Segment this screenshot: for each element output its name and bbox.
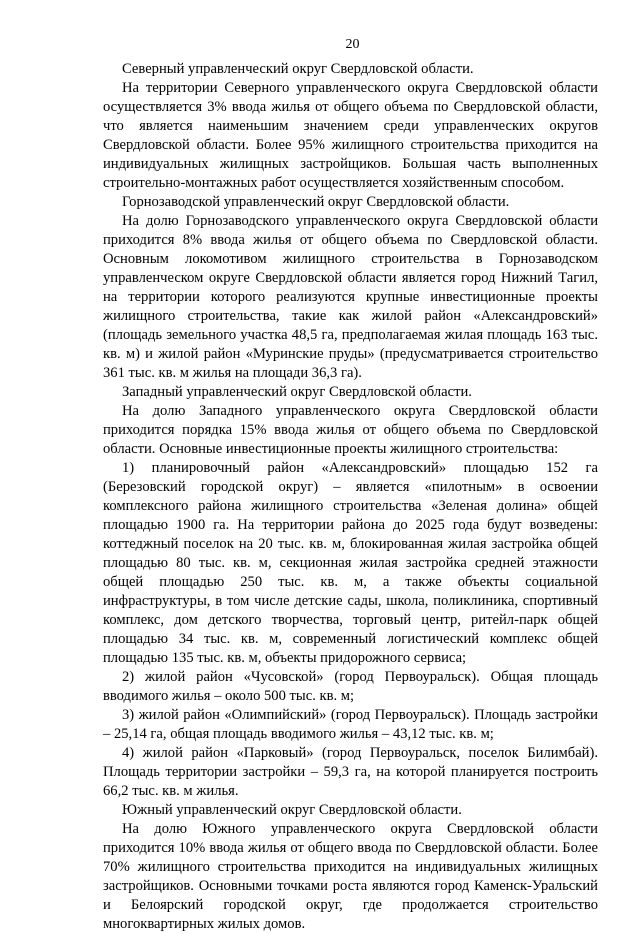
paragraph-gornozavodskoy: На долю Горнозаводского управленческого округа Свердловской области приходится 8% ввода жилья от общего объема по Свердловской области. Основным локомотивом жилищного строительства в Горнозаводском управленческом округе Свердловской области является город Нижний Тагил, на территории которого реализуются крупные инвестиционные проекты жилищного строительства, такие как жилой район «Александровский» (площадь земельного участка 48,5 га, предполагаемая жилая площадь 163 тыс. кв. м) и жилой район «Муринские пруды» (предусматривается строительство 361 тыс. кв. м жилья на площади 36,3 га). xyxy=(103,213,598,381)
paragraph-north: На территории Северного управленческого округа Свердловской области осуществляется 3% ввода жилья от общего объема по Свердловской области, что является наименьшим значением среди управленческих округов Свердловской области. Более 95% жилищного строительства приходится на индивидуальных жилищных застройщиков. Большая часть выполненных строительно-монтажных работ осуществляется хозяйственным способом. xyxy=(103,80,598,191)
list-item-2: 2) жилой район «Чусовской» (город Первоуральск). Общая площадь вводимого жилья – около 500 тыс. кв. м; xyxy=(103,669,598,704)
document-body xyxy=(103,60,598,934)
section-heading-west: Западный управленческий округ Свердловской области. xyxy=(122,384,472,400)
section-heading-south: Южный управленческий округ Свердловской области. xyxy=(122,802,462,818)
paragraph-west-intro: На долю Западного управленческого округа Свердловской области приходится порядка 15% ввода жилья от общего объема по Свердловской области. Основные инвестиционные проекты жилищного строительства: xyxy=(103,403,598,457)
paragraph-south: На долю Южного управленческого округа Свердловской области приходится 10% ввода жилья от общего ввода по Свердловской области. Более 70% жилищного строительства приходится на индивидуальных жилищных застройщиков. Основными точками роста являются город Каменск-Уральский и Белоярский городской округ, где продолжается строительство многоквартирных жилых домов. xyxy=(103,821,598,932)
section-heading-gornozavodskoy: Горнозаводской управленческий округ Свердловской области. xyxy=(122,194,510,210)
page-number: 20 xyxy=(345,37,360,52)
list-item-1: 1) планировочный район «Александровский» площадью 152 га (Березовский городской округ) – является «пилотным» в освоении комплексного района жилищного строительства «Зеленая долина» общей площадью 1900 га. На территории района до 2025 года будут возведены: коттеджный поселок на 20 тыс. кв. м, блокированная жилая застройка общей площадью 80 тыс. кв. м, секционная жилая застройка средней этажности общей площадью 250 тыс. кв. м, а также объекты социальной инфраструктуры, в том числе детские сады, школа, поликлиника, спортивный комплекс, дом детского творчества, торговый центр, ритейл-парк общей площадью 34 тыс. кв. м, современный логистический комплекс общей площадью 135 тыс. кв. м, объекты придорожного сервиса; xyxy=(103,460,598,666)
list-item-4: 4) жилой район «Парковый» (город Первоуральск, поселок Билимбай). Площадь территории застройки – 59,3 га, на которой планируется построить 66,2 тыс. кв. м жилья. xyxy=(103,745,598,799)
section-heading-north: Северный управленческий округ Свердловской области. xyxy=(122,61,474,77)
list-item-3: 3) жилой район «Олимпийский» (город Первоуральск). Площадь застройки – 25,14 га, общая площадь вводимого жилья – 43,12 тыс. кв. м; xyxy=(103,707,598,742)
